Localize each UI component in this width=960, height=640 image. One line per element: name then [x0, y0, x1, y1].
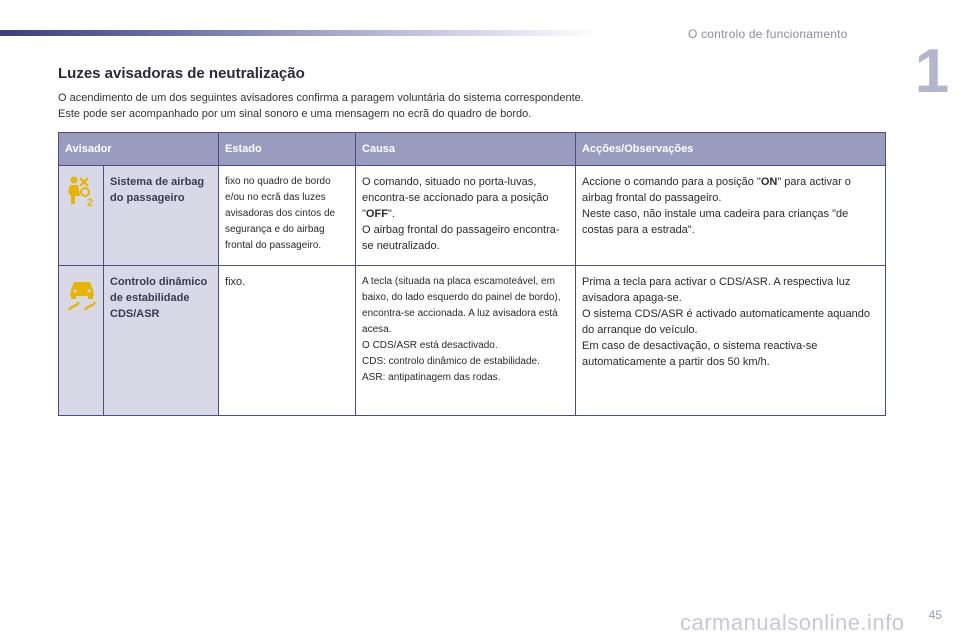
table-header-row	[59, 133, 886, 166]
icon-cell	[59, 266, 104, 416]
airbag-off-icon	[65, 174, 97, 208]
action-text: Accione o comando para a posição "	[582, 176, 761, 188]
esc-off-icon	[65, 274, 99, 312]
header-accoes: Acções/Observações	[576, 133, 886, 166]
table-row	[59, 266, 886, 416]
lamp-action	[576, 266, 886, 416]
action-highlight: ON	[760, 176, 778, 188]
lamp-state: fixo no quadro de bordo e/ou no ecrã das luzes avisadoras dos cintos de segurança e do airbag frontal do passageiro.	[219, 166, 356, 266]
section-title: Luzes avisadoras de neutralização	[58, 65, 305, 82]
cause-line: O CDS/ASR está desactivado.	[362, 340, 498, 351]
action-text-end: " para activar o airbag frontal do passageiro.	[582, 176, 851, 204]
cause-line: A tecla (situada na placa escamoteável, em baixo, do lado esquerdo do painel de bordo), encontra-se accionada. A luz avisadora está acesa.	[362, 276, 561, 335]
cause-text-end: ".	[387, 208, 395, 220]
lamp-name: Sistema de airbag do passageiro	[104, 166, 219, 266]
lamp-cause	[356, 166, 576, 266]
action-line: Prima a tecla para activar o CDS/ASR. A respectiva luz avisadora apaga-se.	[582, 276, 851, 304]
cause-text: O comando, situado no porta-luvas, encontra-se accionado para a posição "	[362, 176, 549, 220]
header-avisador: Avisador	[59, 133, 219, 166]
cause-line: CDS: controlo dinâmico de estabilidade.	[362, 356, 540, 367]
action-extra: Neste caso, não instale uma cadeira para crianças "de costas para a estrada".	[582, 208, 849, 236]
intro-line-1: O acendimento de um dos seguintes avisadores confirma a paragem voluntária do sistema correspondente.	[58, 92, 584, 104]
svg-text:2: 2	[87, 197, 94, 208]
cause-highlight: OFF	[365, 208, 388, 220]
intro-line-2: Este pode ser acompanhado por um sinal sonoro e uma mensagem no ecrã do quadro de bordo.	[58, 108, 532, 120]
cause-extra: O airbag frontal do passageiro encontra-se neutralizado.	[362, 224, 560, 252]
lamp-name: Controlo dinâmico de estabilidade CDS/ASR	[104, 266, 219, 416]
cause-line: ASR: antipatinagem das rodas.	[362, 372, 501, 383]
header-causa: Causa	[356, 133, 576, 166]
action-line: Em caso de desactivação, o sistema reactiva-se automaticamente a partir dos 50 km/h.	[582, 340, 818, 368]
table-row	[59, 166, 886, 266]
chapter-title: O controlo de funcionamento	[688, 27, 848, 41]
icon-cell	[59, 166, 104, 266]
intro-text	[58, 90, 758, 122]
page-number: 45	[928, 608, 942, 622]
header-gradient-bar	[0, 30, 600, 36]
lamp-action	[576, 166, 886, 266]
lamp-cause	[356, 266, 576, 416]
lamp-state: fixo.	[219, 266, 356, 416]
header-estado: Estado	[219, 133, 356, 166]
chapter-number: 1	[914, 37, 950, 106]
warning-lamps-table	[58, 132, 886, 416]
watermark: carmanualsonline.info	[680, 610, 905, 635]
action-line: O sistema CDS/ASR é activado automaticamente aquando do arranque do veículo.	[582, 308, 870, 336]
